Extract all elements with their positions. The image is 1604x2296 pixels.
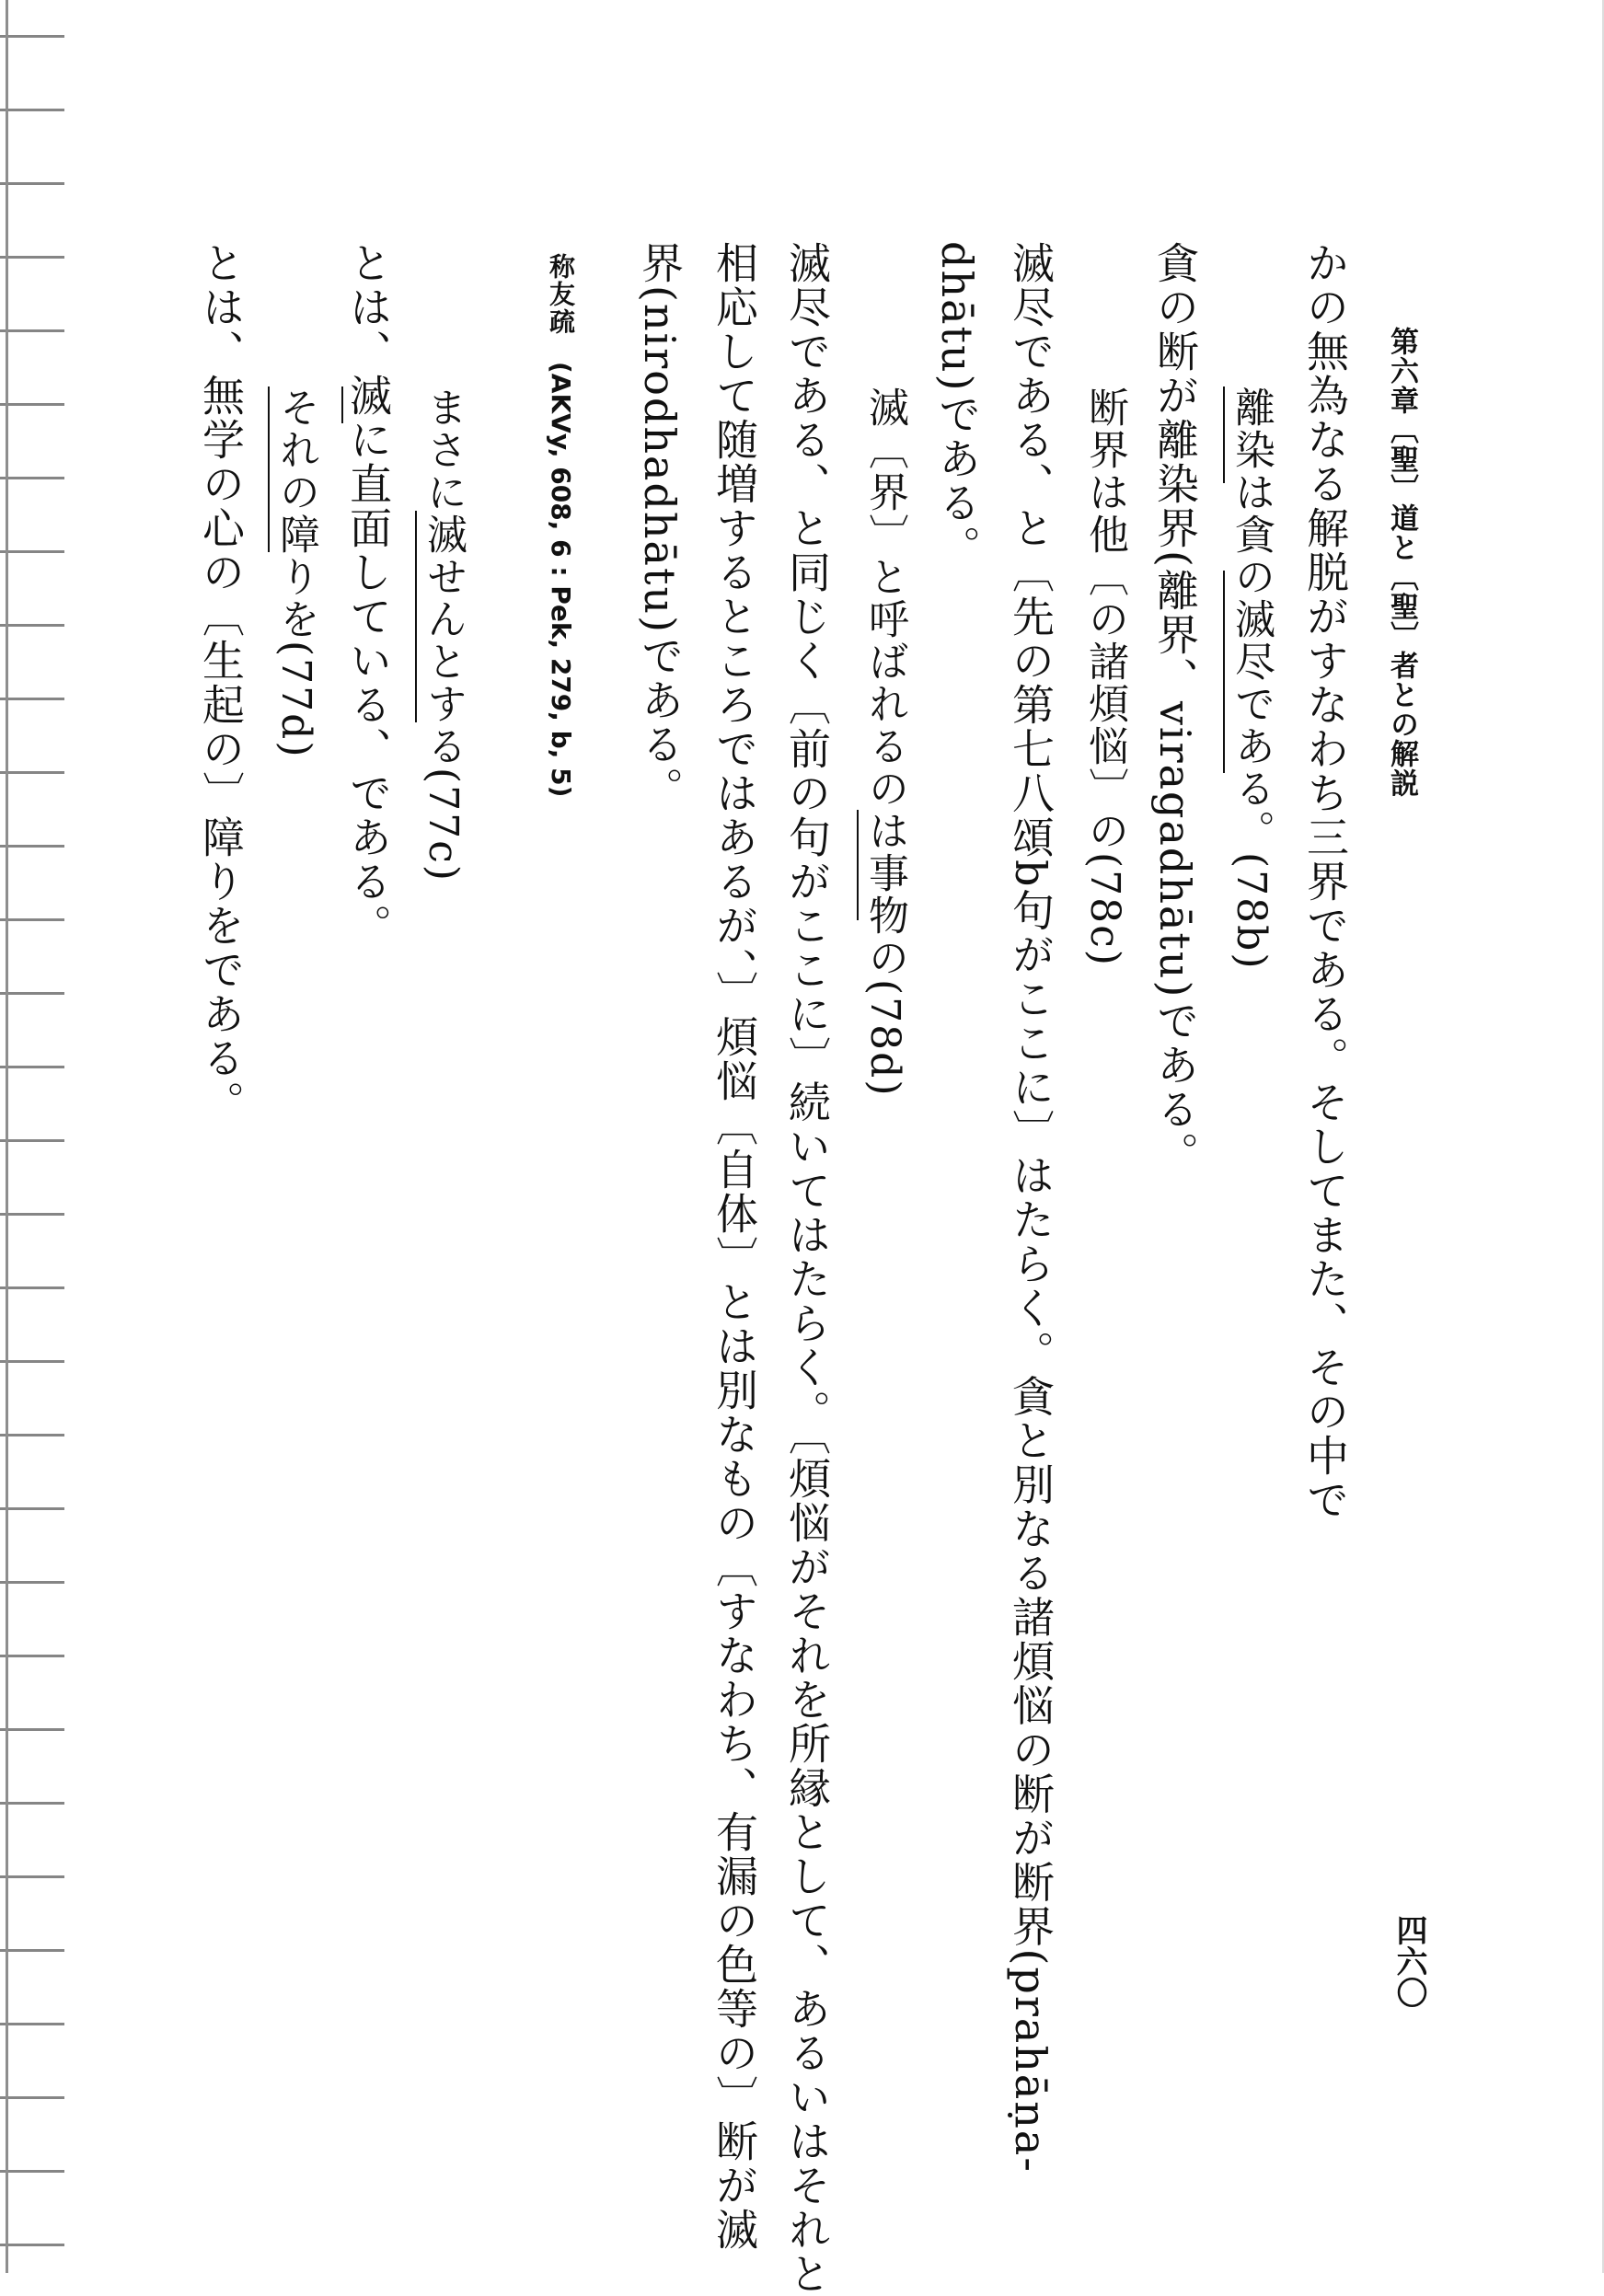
citation-gap — [546, 336, 576, 362]
citation — [546, 253, 576, 798]
verse-line-78b: 離染は貪の滅尽である。(78b) — [1228, 387, 1275, 971]
running-title: 第六章〔聖〕道と〔聖〕者との解説 — [1385, 327, 1418, 798]
text-line-5: 滅尽である、と〔先の第七八頌b句がここに〕はたらく。貪と別なる諸煩悩の断が断界(prahāṇa- — [1006, 241, 1056, 2174]
emphasis-line-jimotsu — [857, 810, 859, 920]
emphasis-line-metsusen — [415, 511, 417, 722]
verse-line-77d: それの障りを(77d) — [272, 387, 319, 759]
citation-label: 称友疏 — [546, 253, 576, 336]
text-line-8: 滅尽である、と同じく〔前の句がここに〕続いてはたらく。〔煩悩がそれを所縁として、あるいはそれと — [782, 241, 832, 2296]
text-line-14: とは、無学の心の〔生起の〕障りをである。 — [196, 241, 246, 1125]
text-line-1: かの無為なる解脱がすなわち三界である。そしてまた、その中で — [1300, 241, 1350, 1522]
verse-line-78c: 断界は他〔の諸煩悩〕の(78c) — [1081, 387, 1128, 967]
text-line-12: とは、滅に直面している、である。 — [343, 241, 393, 948]
emphasis-line-sawari — [268, 387, 270, 552]
page-number: 四六〇 — [1391, 1914, 1427, 2008]
verse-line-77c: まさに滅せんとする(77c) — [420, 387, 467, 883]
text-line-10: 界(nirodhadhātu)である。 — [635, 241, 685, 812]
emphasis-line-metsu — [341, 387, 343, 423]
text-line-6: dhātu)である。 — [932, 241, 982, 570]
emphasis-line-rijo — [1223, 387, 1225, 483]
scan-binding-edge — [0, 0, 64, 2273]
text-line-3: 貪の断が離染界(離界、viragadhātu)である。 — [1150, 241, 1200, 1176]
citation-reference: (AKVy, 608, 6 : Pek, 279, b, 5) — [546, 362, 576, 798]
text-line-9: 相応して随増するところではあるが、〕煩悩〔自体〕とは別なもの〔すなわち、有漏の色等の〕断が滅 — [710, 241, 759, 2252]
emphasis-line-metsujin — [1223, 571, 1225, 773]
verse-line-78d: 滅〔界〕と呼ばれるのは事物の(78d) — [861, 387, 908, 1098]
